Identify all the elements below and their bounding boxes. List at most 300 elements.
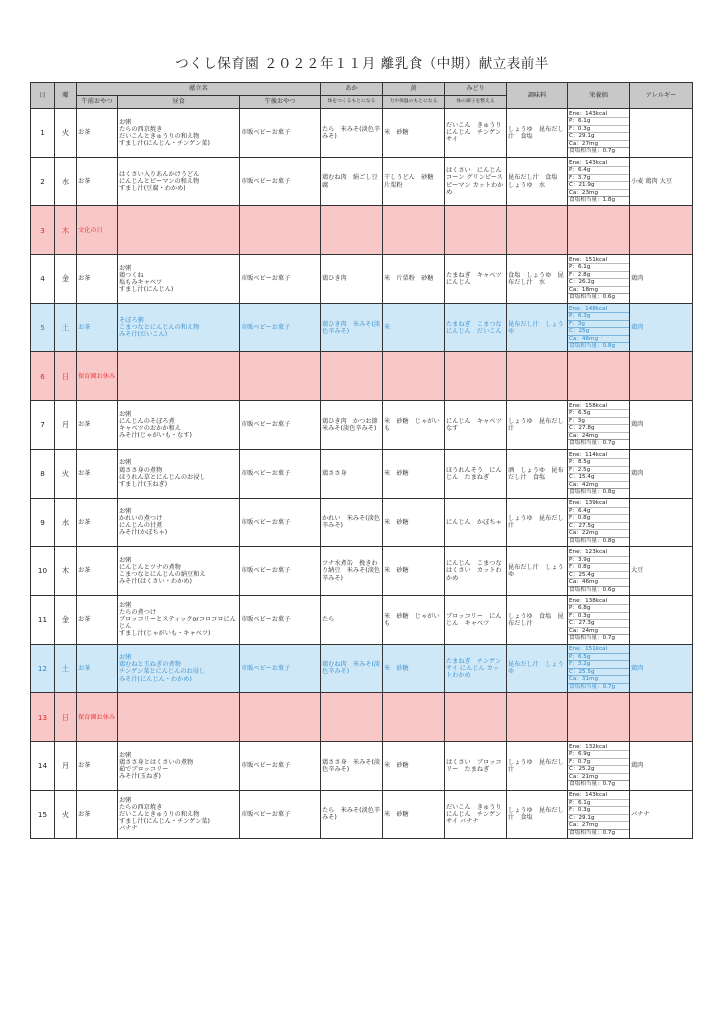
empty-cell (507, 693, 568, 742)
green-cell: ブロッコリー にんじん キャベツ (445, 595, 507, 644)
seasoning-cell: 昆布だし汁 しょうゆ (507, 303, 568, 352)
header-seasoning: 調味料 (507, 83, 568, 109)
nutrition-p: P：6.1g (568, 117, 629, 125)
header-lunch: 昼食 (118, 96, 240, 109)
nutrition-ca: Ca：27mg (568, 140, 629, 148)
weekday-cell: 水 (55, 157, 77, 206)
seasoning-cell: 昆布だし汁 食塩 しょうゆ 水 (507, 157, 568, 206)
nutrition-c: C：21.9g (568, 181, 629, 189)
empty-cell (445, 352, 507, 401)
table-row (31, 741, 693, 790)
empty-cell (383, 352, 445, 401)
weekday-cell: 金 (55, 255, 77, 304)
table-row (31, 303, 693, 352)
header-weekday: 曜 (55, 83, 77, 109)
nutrition-c: C：15.4g (568, 473, 629, 481)
day-cell: 3 (31, 206, 55, 255)
lunch-item: みそ汁(だいこん) (119, 331, 168, 339)
am-snack-cell: お茶 (77, 547, 118, 596)
nutrition-ene: Ene：132kcal (569, 743, 608, 750)
pm-snack-cell: 市販ベビーお菓子 (240, 401, 321, 450)
lunch-item: そぼろ粥 (119, 316, 144, 324)
nutrition-salt: 食塩相当量：1.8g (568, 196, 629, 204)
nutrition-ca: Ca：24mg (568, 627, 629, 635)
nutrition-cell (568, 741, 630, 790)
red-cell: かれい 米みそ(淡色辛みそ) (321, 498, 383, 547)
nutrition-c: C：27.8g (568, 424, 629, 432)
nutrition-ene: Ene：148kcal (569, 305, 608, 312)
lunch-cell (118, 790, 240, 839)
nutrition-p: P：6.3g (568, 312, 629, 320)
lunch-item: 茹でブロッコリー (119, 765, 169, 773)
seasoning-cell: しょうゆ 食塩 昆布だし汁 (507, 595, 568, 644)
day-cell: 5 (31, 303, 55, 352)
nutrition-salt: 食塩相当量：0.8g (568, 342, 629, 350)
empty-cell (568, 206, 630, 255)
header-red-sub: 体をつくるもとになる (321, 96, 383, 109)
nutrition-salt: 食塩相当量：0.7g (568, 683, 629, 691)
table-row (31, 157, 693, 206)
lunch-item: ブロッコリーとスティックorコロコロにんじん (119, 616, 236, 631)
nutrition-p: P：6.1g (568, 263, 629, 271)
seasoning-cell: 食塩 しょうゆ 昆布だし汁 水 (507, 255, 568, 304)
nutrition-f: F：2.8g (568, 271, 629, 279)
am-snack-cell: お茶 (77, 401, 118, 450)
nutrition-f: F：3.7g (568, 174, 629, 182)
nutrition-c: C：27.5g (568, 522, 629, 530)
empty-cell (630, 352, 693, 401)
allergy-cell: 鶏肉 (630, 255, 693, 304)
am-snack-cell: お茶 (77, 449, 118, 498)
nutrition-ene: Ene：138kcal (569, 597, 608, 604)
weekday-cell: 木 (55, 547, 77, 596)
am-snack-cell: お茶 (77, 303, 118, 352)
nutrition-c: C：26.2g (568, 278, 629, 286)
header-yellow: 黄 (383, 83, 445, 96)
yellow-cell: 米 砂糖 (383, 790, 445, 839)
am-snack-cell: お茶 (77, 157, 118, 206)
nutrition-salt: 食塩相当量：0.7g (568, 634, 629, 642)
lunch-item: にんじんのそぼろ煮 (119, 417, 175, 425)
red-cell: 鶏ささ身 米みそ(淡色辛みそ) (321, 741, 383, 790)
nutrition-ene: Ene：139kcal (569, 500, 608, 507)
lunch-cell (118, 547, 240, 596)
green-cell: はくさい にんじん コーン グリンピース ピーマン カットわかめ (445, 157, 507, 206)
nutrition-ca: Ca：27mg (568, 821, 629, 829)
lunch-item: お粥 (119, 556, 132, 564)
seasoning-cell: しょうゆ 昆布だし汁 (507, 498, 568, 547)
lunch-cell (118, 449, 240, 498)
green-cell: にんじん かぼちゃ (445, 498, 507, 547)
nutrition-salt: 食塩相当量：0.7g (568, 439, 629, 447)
lunch-item: だいこんときゅうりの和え物 (119, 810, 200, 818)
lunch-item: お粥 (119, 751, 132, 759)
lunch-item: だいこんときゅうりの和え物 (119, 132, 200, 140)
empty-cell (240, 206, 321, 255)
day-cell: 13 (31, 693, 55, 742)
empty-cell (321, 693, 383, 742)
lunch-item: にんじんの甘煮 (119, 522, 163, 530)
table-row (31, 449, 693, 498)
nutrition-f: F：0.3g (568, 125, 629, 133)
empty-cell (383, 206, 445, 255)
header-green-sub: 体の調子を整える (445, 96, 507, 109)
empty-cell (445, 693, 507, 742)
empty-cell (240, 693, 321, 742)
nutrition-c: C：29.1g (568, 814, 629, 822)
empty-cell (445, 206, 507, 255)
weekday-cell: 金 (55, 595, 77, 644)
empty-cell (568, 352, 630, 401)
weekday-cell: 水 (55, 498, 77, 547)
lunch-item: にんじんとピーマンの和え物 (119, 177, 200, 185)
nutrition-ene: Ene：143kcal (569, 110, 608, 117)
empty-cell (568, 693, 630, 742)
green-cell: たまねぎ こまつな にんじん だいこん (445, 303, 507, 352)
lunch-item: 塩もみキャベツ (119, 278, 163, 286)
table-row (31, 790, 693, 839)
lunch-item: お粥 (119, 264, 132, 272)
am-snack-cell: お茶 (77, 109, 118, 158)
yellow-cell: 米 砂糖 (383, 109, 445, 158)
nutrition-cell (568, 644, 630, 693)
seasoning-cell: しょうゆ 昆布だし汁 (507, 741, 568, 790)
nutrition-salt: 食塩相当量：0.7g (568, 829, 629, 837)
yellow-cell: 干しうどん 砂糖 片栗粉 (383, 157, 445, 206)
pm-snack-cell: 市販ベビーお菓子 (240, 109, 321, 158)
lunch-item: たらの煮つけ (119, 609, 157, 617)
allergy-cell: 鶏肉 (630, 401, 693, 450)
lunch-cell (118, 644, 240, 693)
weekday-cell: 火 (55, 790, 77, 839)
day-cell: 9 (31, 498, 55, 547)
allergy-cell: バナナ (630, 790, 693, 839)
yellow-cell: 米 片栗粉 砂糖 (383, 255, 445, 304)
weekday-cell: 土 (55, 644, 77, 693)
header-green: みどり (445, 83, 507, 96)
table-row (31, 595, 693, 644)
allergy-cell: 鶏肉 (630, 303, 693, 352)
lunch-item: お粥 (119, 508, 132, 516)
pm-snack-cell: 市販ベビーお菓子 (240, 741, 321, 790)
day-cell: 12 (31, 644, 55, 693)
lunch-item: すまし汁(じゃがいも・キャベツ) (119, 630, 211, 638)
lunch-item: たらの西京焼き (119, 803, 163, 811)
lunch-item: 鶏つくね (119, 271, 144, 279)
lunch-cell (118, 255, 240, 304)
table-row (31, 693, 693, 742)
yellow-cell: 米 砂糖 (383, 498, 445, 547)
weekday-cell: 木 (55, 206, 77, 255)
green-cell: たまねぎ チンゲンサイ にんじん カットわかめ (445, 644, 507, 693)
yellow-cell: 米 (383, 303, 445, 352)
table-row (31, 255, 693, 304)
lunch-item: みそ汁(じゃがいも・なす) (119, 432, 192, 440)
nutrition-p: P：6.1g (568, 799, 629, 807)
nutrition-ca: Ca：46mg (568, 335, 629, 343)
empty-cell (240, 352, 321, 401)
yellow-cell: 米 砂糖 (383, 547, 445, 596)
nutrition-p: P：6.5g (568, 409, 629, 417)
lunch-item: 鶏ささ身の煮物 (119, 466, 163, 474)
yellow-cell: 米 砂糖 (383, 449, 445, 498)
lunch-cell (118, 303, 240, 352)
allergy-cell: 鶏肉 (630, 741, 693, 790)
red-cell: ツナ水煮缶 挽きわり納豆 米みそ(淡色辛みそ) (321, 547, 383, 596)
nutrition-salt: 食塩相当量：0.7g (568, 780, 629, 788)
holiday-label: 文化の日 (77, 206, 118, 255)
lunch-cell (118, 595, 240, 644)
header-am-snack: 午前おやつ (77, 96, 118, 109)
lunch-item: かれいの煮つけ (119, 515, 163, 523)
nutrition-ca: Ca：21mg (568, 773, 629, 781)
nutrition-p: P：3.9g (568, 556, 629, 564)
nutrition-f: F：0.3g (568, 806, 629, 814)
green-cell: にんじん キャベツ なす (445, 401, 507, 450)
pm-snack-cell: 市販ベビーお菓子 (240, 595, 321, 644)
lunch-item: すまし汁(にんじん) (119, 286, 174, 293)
holiday-label: 保育園お休み (77, 352, 118, 401)
pm-snack-cell: 市販ベビーお菓子 (240, 449, 321, 498)
nutrition-p: P：8.5g (568, 458, 629, 466)
lunch-item: みそ汁(かぼちゃ) (119, 529, 168, 537)
table-row (31, 206, 693, 255)
lunch-item: はくさい入りあんかけうどん (119, 170, 200, 178)
empty-cell (507, 352, 568, 401)
nutrition-f: F：0.3g (568, 612, 629, 620)
green-cell: ほうれんそう にんじん たまねぎ (445, 449, 507, 498)
nutrition-f: F：3g (568, 417, 629, 425)
nutrition-ene: Ene：151kcal (569, 256, 608, 263)
empty-cell (118, 206, 240, 255)
pm-snack-cell: 市販ベビーお菓子 (240, 498, 321, 547)
pm-snack-cell: 市販ベビーお菓子 (240, 644, 321, 693)
table-row (31, 644, 693, 693)
am-snack-cell: お茶 (77, 595, 118, 644)
allergy-cell: 大豆 (630, 547, 693, 596)
lunch-item: お粥 (119, 654, 132, 662)
empty-cell (321, 352, 383, 401)
pm-snack-cell: 市販ベビーお菓子 (240, 547, 321, 596)
day-cell: 10 (31, 547, 55, 596)
red-cell: 鶏ひき肉 米みそ(淡色辛みそ) (321, 303, 383, 352)
nutrition-ca: Ca：46mg (568, 578, 629, 586)
red-cell: 鶏ささ身 (321, 449, 383, 498)
allergy-cell (630, 109, 693, 158)
nutrition-ca: Ca：22mg (568, 529, 629, 537)
header-allergy: アレルギー (630, 83, 693, 109)
nutrition-ca: Ca：23mg (568, 189, 629, 197)
allergy-cell: 小麦 鶏肉 大豆 (630, 157, 693, 206)
lunch-item: キャベツのおかか和え (119, 424, 181, 432)
day-cell: 2 (31, 157, 55, 206)
empty-cell (507, 206, 568, 255)
red-cell: たら 米みそ(淡色辛みそ) (321, 109, 383, 158)
nutrition-c: C：25.5g (568, 668, 629, 676)
lunch-item: すまし汁(にんじん・チンゲン菜) (119, 139, 210, 147)
menu-table (30, 82, 693, 839)
lunch-item: 鶏ささ身とはくさいの煮物 (119, 758, 194, 766)
empty-cell (383, 693, 445, 742)
nutrition-cell (568, 449, 630, 498)
header-pm-snack: 午後おやつ (240, 96, 321, 109)
day-cell: 1 (31, 109, 55, 158)
empty-cell (630, 693, 693, 742)
seasoning-cell: 昆布だし汁 しょうゆ (507, 547, 568, 596)
lunch-item: みそ汁(はくさい・わかめ) (119, 578, 192, 586)
weekday-cell: 土 (55, 303, 77, 352)
lunch-item: チンゲン菜とにんじんのお浸し (119, 668, 206, 676)
header-day: 日 (31, 83, 55, 109)
green-cell: たまねぎ キャベツ にんじん (445, 255, 507, 304)
green-cell: だいこん きゅうり にんじん チンゲンサイ バナナ (445, 790, 507, 839)
lunch-item: すまし汁(豆腐・わかめ) (119, 185, 186, 193)
lunch-item: すまし汁(玉ねぎ) (119, 480, 168, 488)
lunch-item: たらの西京焼き (119, 125, 163, 133)
red-cell: たら (321, 595, 383, 644)
lunch-item: みそ汁(にんじん・わかめ) (119, 675, 192, 683)
nutrition-c: C：27.3g (568, 619, 629, 627)
red-cell: 鶏むね肉 絹ごし豆腐 (321, 157, 383, 206)
table-row (31, 352, 693, 401)
day-cell: 8 (31, 449, 55, 498)
lunch-item: お粥 (119, 459, 132, 467)
day-cell: 4 (31, 255, 55, 304)
holiday-label: 保育園お休み (77, 693, 118, 742)
table-row (31, 401, 693, 450)
nutrition-ca: Ca：24mg (568, 432, 629, 440)
nutrition-f: F：3g (568, 320, 629, 328)
am-snack-cell: お茶 (77, 498, 118, 547)
yellow-cell: 米 砂糖 じゃがいも (383, 401, 445, 450)
lunch-item: バナナ (119, 825, 138, 833)
nutrition-ene: Ene：123kcal (569, 549, 608, 556)
table-row (31, 109, 693, 158)
nutrition-salt: 食塩相当量：0.8g (568, 488, 629, 496)
nutrition-cell (568, 547, 630, 596)
green-cell: だいこん きゅうり にんじん チンゲンサイ (445, 109, 507, 158)
nutrition-cell (568, 255, 630, 304)
allergy-cell: 鶏肉 (630, 449, 693, 498)
nutrition-f: F：2.5g (568, 466, 629, 474)
nutrition-c: C：25.4g (568, 571, 629, 579)
nutrition-salt: 食塩相当量：0.7g (568, 147, 629, 155)
pm-snack-cell: 市販ベビーお菓子 (240, 303, 321, 352)
green-cell: はくさい ブロッコリー たまねぎ (445, 741, 507, 790)
nutrition-cell (568, 303, 630, 352)
nutrition-ca: Ca：31mg (568, 675, 629, 683)
lunch-item: すまし汁(にんじん・チンゲン菜) (119, 818, 210, 826)
seasoning-cell: しょうゆ 昆布だし汁 食塩 (507, 109, 568, 158)
empty-cell (321, 206, 383, 255)
nutrition-cell (568, 401, 630, 450)
nutrition-salt: 食塩相当量：0.8g (568, 537, 629, 545)
yellow-cell: 米 砂糖 (383, 741, 445, 790)
am-snack-cell: お茶 (77, 644, 118, 693)
nutrition-salt: 食塩相当量：0.6g (568, 293, 629, 301)
weekday-cell: 日 (55, 693, 77, 742)
nutrition-f: F：0.7g (568, 758, 629, 766)
nutrition-ene: Ene：114kcal (569, 451, 608, 458)
nutrition-c: C：29.1g (568, 132, 629, 140)
lunch-item: こまつなとにんじんの和え物 (119, 324, 200, 332)
nutrition-ca: Ca：42mg (568, 481, 629, 489)
table-row (31, 547, 693, 596)
header-yellow-sub: 力や体温のもとになる (383, 96, 445, 109)
allergy-cell (630, 498, 693, 547)
lunch-cell (118, 109, 240, 158)
empty-cell (118, 693, 240, 742)
menu-rows (31, 109, 693, 839)
empty-cell (118, 352, 240, 401)
nutrition-c: C：25g (568, 327, 629, 335)
red-cell: 鶏ひき肉 (321, 255, 383, 304)
nutrition-ene: Ene：158kcal (569, 402, 608, 409)
nutrition-f: F：0.8g (568, 514, 629, 522)
lunch-item: 鶏むねと玉ねぎの煮物 (119, 661, 181, 669)
nutrition-cell (568, 109, 630, 158)
red-cell: たら 米みそ(淡色辛みそ) (321, 790, 383, 839)
pm-snack-cell: 市販ベビーお菓子 (240, 157, 321, 206)
am-snack-cell: お茶 (77, 741, 118, 790)
nutrition-ene: Ene：143kcal (569, 792, 608, 799)
nutrition-p: P：6.4g (568, 166, 629, 174)
nutrition-p: P：6.8g (568, 604, 629, 612)
nutrition-salt: 食塩相当量：0.6g (568, 586, 629, 594)
nutrition-f: F：0.8g (568, 563, 629, 571)
table-row (31, 498, 693, 547)
header-menu: 献立名 (77, 83, 321, 96)
nutrition-p: P：6.9g (568, 750, 629, 758)
nutrition-p: P：6.5g (568, 653, 629, 661)
yellow-cell: 米 砂糖 じゃがいも (383, 595, 445, 644)
red-cell: 鶏ひき肉 かつお節 米みそ(淡色辛みそ) (321, 401, 383, 450)
lunch-cell (118, 157, 240, 206)
seasoning-cell: しょうゆ 昆布だし汁 (507, 401, 568, 450)
yellow-cell: 米 砂糖 (383, 644, 445, 693)
green-cell: にんじん こまつな はくさい カットわかめ (445, 547, 507, 596)
lunch-cell (118, 498, 240, 547)
day-cell: 11 (31, 595, 55, 644)
weekday-cell: 日 (55, 352, 77, 401)
lunch-item: こまつなとにんじんの納豆和え (119, 571, 206, 579)
lunch-item: お粥 (119, 410, 132, 418)
empty-cell (630, 206, 693, 255)
document-title: つくし保育園 ２０２２年１１月 離乳食（中期）献立表前半 (175, 56, 549, 72)
am-snack-cell: お茶 (77, 790, 118, 839)
lunch-item: にんじんとツナの煮物 (119, 563, 181, 571)
allergy-cell: 鶏肉 (630, 644, 693, 693)
weekday-cell: 火 (55, 109, 77, 158)
seasoning-cell: 昆布だし汁 しょうゆ (507, 644, 568, 693)
nutrition-p: P：6.4g (568, 507, 629, 515)
nutrition-f: F：3.2g (568, 660, 629, 668)
day-cell: 14 (31, 741, 55, 790)
day-cell: 15 (31, 790, 55, 839)
nutrition-cell (568, 790, 630, 839)
red-cell: 鶏むね肉 米みそ(淡色辛みそ) (321, 644, 383, 693)
lunch-item: ほうれん草とにんじんのお浸し (119, 473, 206, 481)
seasoning-cell: 酒 しょうゆ 昆布だし汁 食塩 (507, 449, 568, 498)
day-cell: 7 (31, 401, 55, 450)
lunch-item: お粥 (119, 118, 132, 126)
day-cell: 6 (31, 352, 55, 401)
header-nutrition: 栄養価 (568, 83, 630, 109)
lunch-cell (118, 741, 240, 790)
weekday-cell: 火 (55, 449, 77, 498)
weekday-cell: 月 (55, 741, 77, 790)
nutrition-ene: Ene：143kcal (569, 159, 608, 166)
